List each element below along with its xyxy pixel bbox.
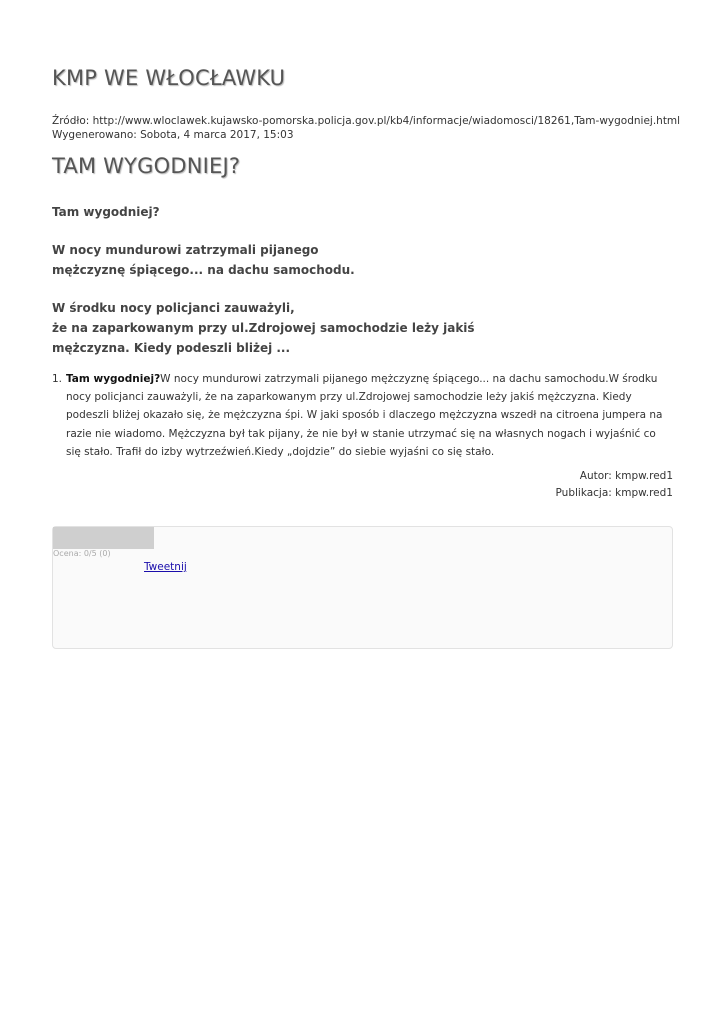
list-item-bold-title: Tam wygodniej? [66, 373, 161, 385]
site-title: KMP WE WŁOCŁAWKU [52, 66, 286, 90]
rating-text: Ocena: 0/5 (0) [53, 549, 111, 558]
lead-line: mężczyznę śpiącego... na dachu samochodu. [52, 263, 355, 277]
list-item-body [66, 370, 673, 461]
lead-line: W środku nocy policjanci zauważyli, [52, 301, 295, 315]
lead-line: W nocy mundurowi zatrzymali pijanego [52, 243, 319, 257]
rating-stars-bar[interactable] [53, 527, 154, 549]
list-item-number: 1. [52, 373, 63, 385]
author-info [556, 468, 673, 502]
lead-title: Tam wygodniej? [52, 205, 160, 219]
publication: Publikacja: kmpw.red1 [555, 487, 673, 499]
author: Autor: kmpw.red1 [579, 470, 673, 482]
list-item [52, 370, 673, 461]
article-list [52, 370, 673, 461]
lead-line: mężczyzna. Kiedy podeszli bliżej ... [52, 341, 291, 355]
lead-line: że na zaparkowanym przy ul.Zdrojowej samochodzie leży jakiś [52, 321, 475, 335]
generated-date: Wygenerowano: Sobota, 4 marca 2017, 15:03 [52, 129, 294, 141]
document-meta [52, 114, 680, 142]
list-item-text: W nocy mundurowi zatrzymali pijanego mężczyznę śpiącego... na dachu samochodu.W środku nocy policjanci zauważyli, że na zaparkowanym przy ul.Zdrojowej samochodzie leży jakiś mężczyzna. Kiedy podeszli bliżej okazało się, że mężczyzna śpi. W jaki sposób i dlaczego mężczyzna wszedł na citroena jumpera na razie nie wiadomo. Mężczyzna był tak pijany, że nie był w stanie utrzymać się na własnych nogach i wyjaśnić co się stało. Trafił do izby wytrzeźwień.Kiedy „dojdzie” do siebie wyjaśni co się stało. [66, 373, 663, 458]
source-url: Źródło: http://www.wloclawek.kujawsko-pomorska.policja.gov.pl/kb4/informacje/wiadomosci/18261,Tam-wygodniej.html [52, 115, 681, 127]
article-title: TAM WYGODNIEJ? [52, 154, 241, 178]
rating-panel [52, 526, 673, 649]
article-lead [52, 202, 673, 358]
tweet-link[interactable]: Tweetnij [144, 561, 187, 573]
